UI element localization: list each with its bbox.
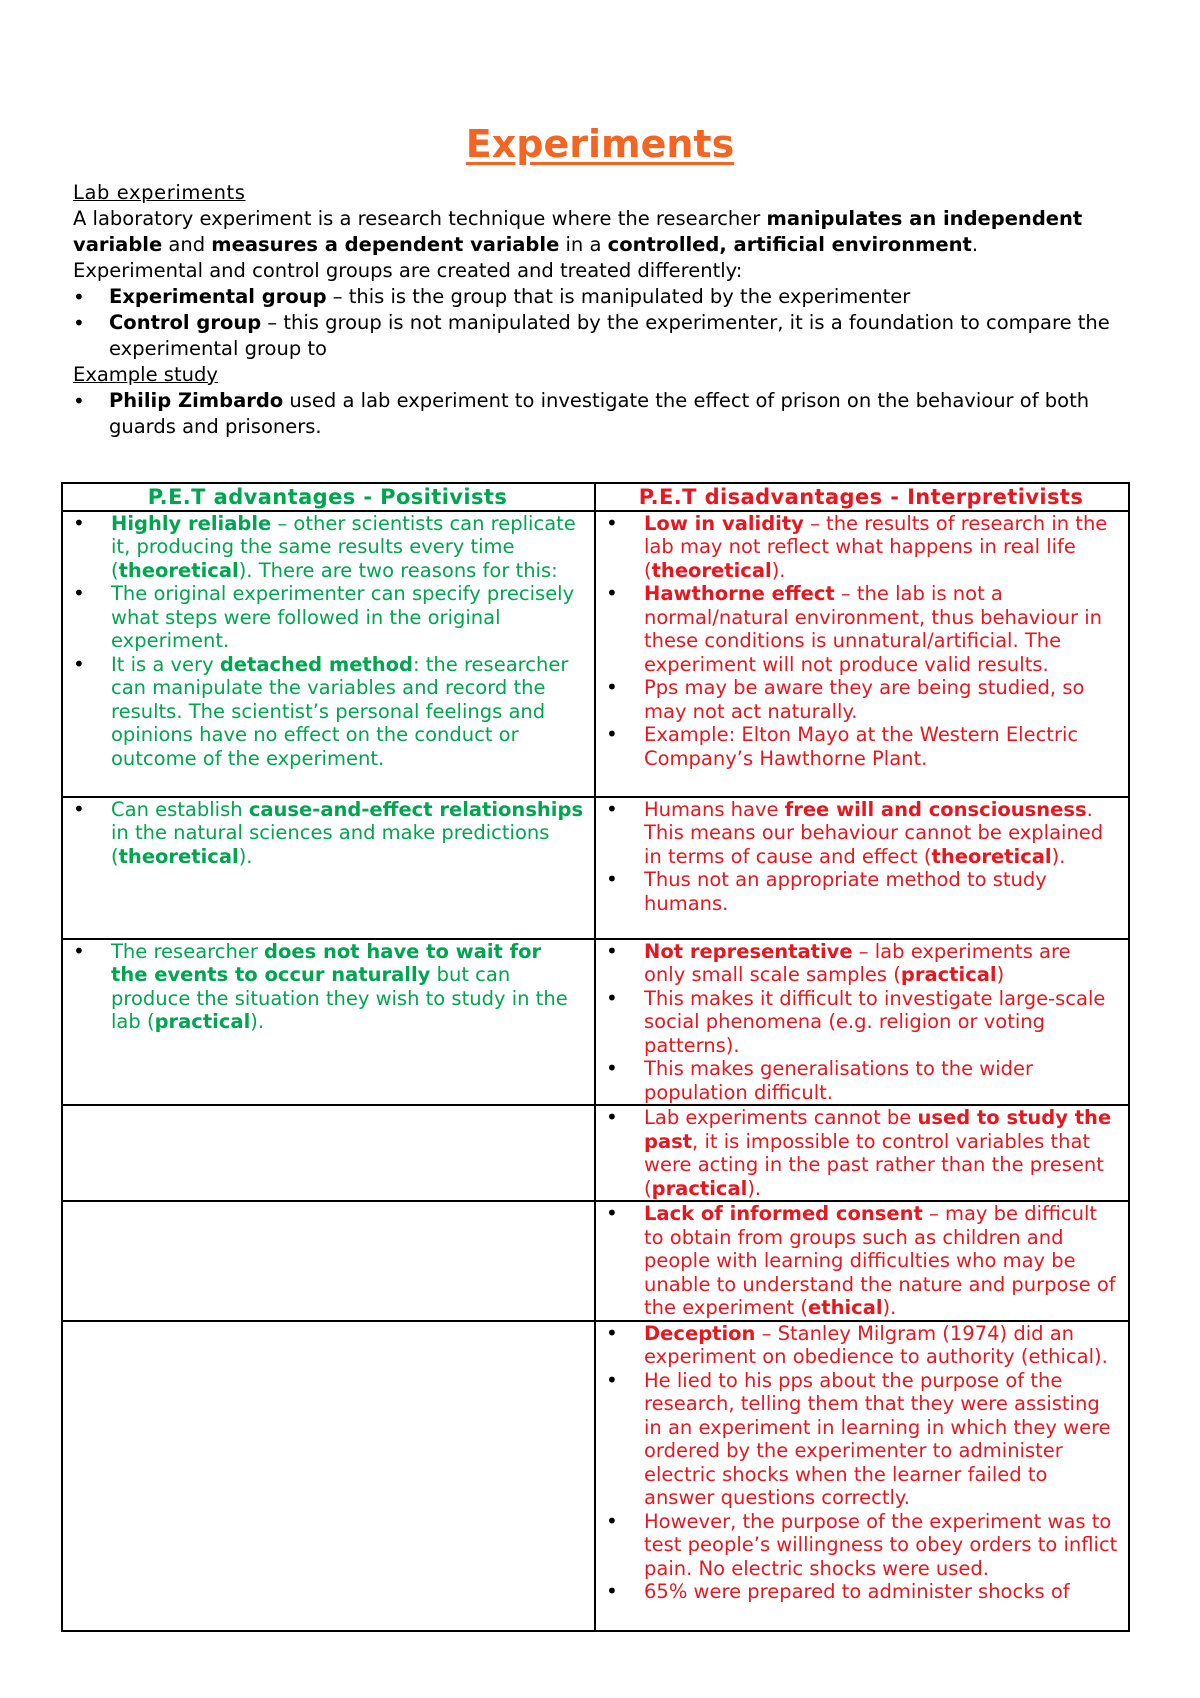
disadvantages-cell bbox=[595, 1201, 1129, 1321]
list-item: • Hawthorne effect – the lab is not a normal/natural environment, thus behaviour in these conditions is unnatural/artificial. The experiment will not produce valid results. bbox=[604, 582, 1118, 676]
header-disadvantages: P.E.T disadvantages - Interpretivists bbox=[595, 483, 1129, 511]
table-row bbox=[62, 1105, 1129, 1201]
table-row bbox=[62, 1321, 1129, 1631]
table-row bbox=[62, 511, 1129, 797]
lab-definition: A laboratory experiment is a research technique where the researcher manipulates an independent variable and measures a dependent variable in a controlled, artificial environment. bbox=[73, 207, 1083, 256]
example-list bbox=[73, 388, 1148, 440]
table-row bbox=[62, 939, 1129, 1106]
list-item: • 65% were prepared to administer shocks of bbox=[604, 1580, 1118, 1604]
list-item: • Humans have free will and consciousness. This means our behaviour cannot be explained in terms of cause and effect (theoretical). bbox=[604, 798, 1118, 869]
disadvantages-cell bbox=[595, 511, 1129, 797]
list-item: • The researcher does not have to wait for the events to occur naturally but can produce the situation they wish to study in the lab (practical). bbox=[71, 940, 584, 1034]
intro-section bbox=[73, 180, 1148, 440]
list-item: • Can establish cause-and-effect relationships in the natural sciences and make predictions (theoretical). bbox=[71, 798, 584, 869]
list-item: • Experimental group – this is the group that is manipulated by the experimenter bbox=[73, 284, 1148, 310]
advantages-cell-empty bbox=[62, 1201, 595, 1321]
example-heading: Example study bbox=[73, 363, 218, 386]
advantages-cell-empty bbox=[62, 1105, 595, 1201]
lab-heading: Lab experiments bbox=[73, 181, 246, 204]
table-row bbox=[62, 1201, 1129, 1321]
list-item: • Not representative – lab experiments are only small scale samples (practical) bbox=[604, 940, 1118, 987]
list-item: • However, the purpose of the experiment was to test people’s willingness to obey orders to inflict pain. No electric shocks were used. bbox=[604, 1510, 1118, 1581]
list-item: • He lied to his pps about the purpose of the research, telling them that they were assisting in an experiment in learning in which they were ordered by the experimenter to administer electric shocks when the learner failed to answer questions correctly. bbox=[604, 1369, 1118, 1510]
disadvantages-cell bbox=[595, 1321, 1129, 1631]
list-item: • Highly reliable – other scientists can replicate it, producing the same results every time (theoretical). There are two reasons for this: bbox=[71, 512, 584, 583]
advantages-cell-empty bbox=[62, 1321, 595, 1631]
list-item: • This makes generalisations to the wider population difficult. bbox=[604, 1057, 1118, 1104]
list-item: • The original experimenter can specify precisely what steps were followed in the original experiment. bbox=[71, 582, 584, 653]
disadvantages-cell bbox=[595, 1105, 1129, 1201]
advantages-cell bbox=[62, 939, 595, 1106]
list-item: • Philip Zimbardo used a lab experiment to investigate the effect of prison on the behaviour of both guards and prisoners. bbox=[73, 388, 1148, 440]
disadvantages-cell bbox=[595, 939, 1129, 1106]
header-advantages: P.E.T advantages - Positivists bbox=[62, 483, 595, 511]
disadvantages-cell bbox=[595, 797, 1129, 939]
list-item: • Lab experiments cannot be used to study the past, it is impossible to control variables that were acting in the past rather than the present (practical). bbox=[604, 1106, 1118, 1200]
advantages-cell bbox=[62, 797, 595, 939]
list-item: • Pps may be aware they are being studied, so may not act naturally. bbox=[604, 676, 1118, 723]
pet-table bbox=[61, 482, 1130, 1632]
list-item: • It is a very detached method: the researcher can manipulate the variables and record the results. The scientist’s personal feelings and opinions have no effect on the conduct or outcome of the experiment. bbox=[71, 653, 584, 771]
page-title: Experiments bbox=[465, 122, 735, 166]
list-item: • Example: Elton Mayo at the Western Electric Company’s Hawthorne Plant. bbox=[604, 723, 1118, 770]
list-item: • Control group – this group is not manipulated by the experimenter, it is a foundation to compare the experimental group to bbox=[73, 310, 1148, 362]
advantages-cell bbox=[62, 511, 595, 797]
groups-list bbox=[73, 284, 1148, 362]
list-item: • Lack of informed consent – may be difficult to obtain from groups such as children and people with learning difficulties who may be unable to understand the nature and purpose of the experiment (ethical). bbox=[604, 1202, 1118, 1320]
list-item: • This makes it difficult to investigate large-scale social phenomena (e.g. religion or voting patterns). bbox=[604, 987, 1118, 1058]
groups-intro: Experimental and control groups are created and treated differently: bbox=[73, 259, 743, 282]
list-item: • Deception – Stanley Milgram (1974) did an experiment on obedience to authority (ethical). bbox=[604, 1322, 1118, 1369]
list-item: • Low in validity – the results of research in the lab may not reflect what happens in real life (theoretical). bbox=[604, 512, 1118, 583]
list-item: • Thus not an appropriate method to study humans. bbox=[604, 868, 1118, 915]
table-row bbox=[62, 797, 1129, 939]
